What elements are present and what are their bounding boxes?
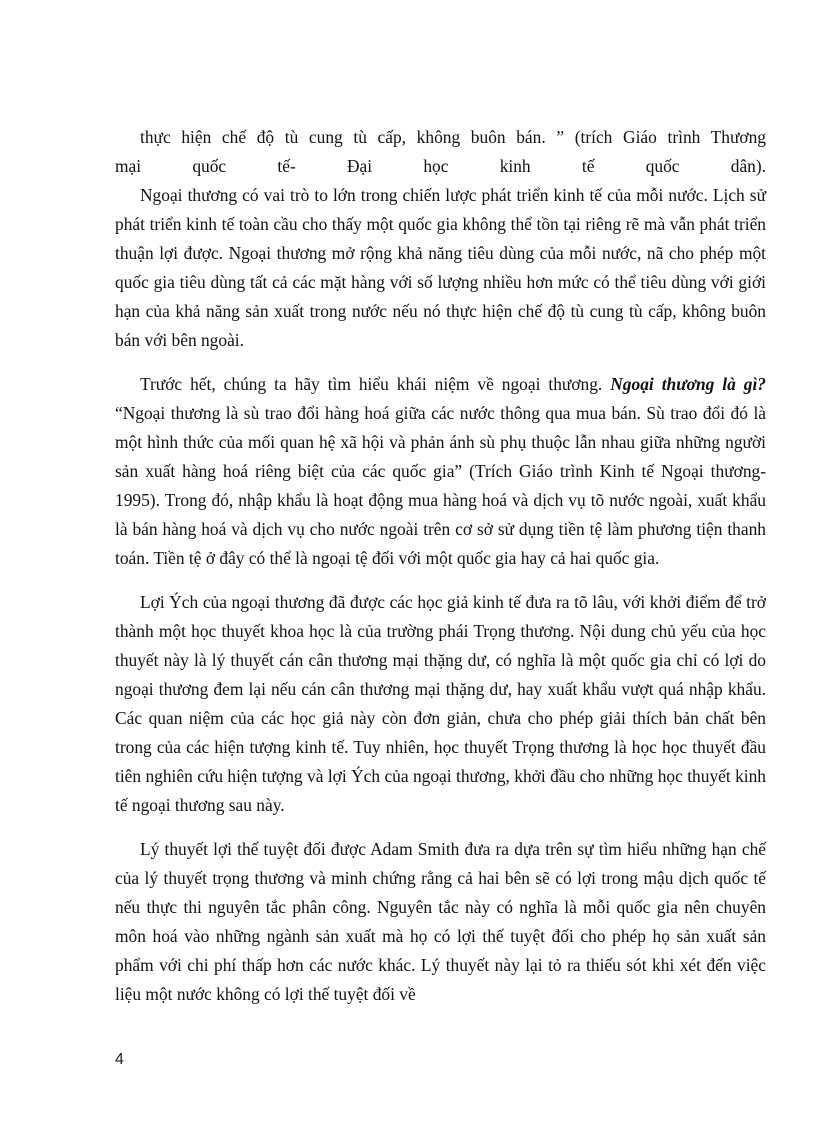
- definition-intro: Trước hết, chúng ta hãy tìm hiểu khái niệm về ngoại thương.: [140, 374, 611, 394]
- paragraph-absolute-advantage: Lý thuyết lợi thế tuyệt đối được Adam Smith đưa ra dựa trên sự tìm hiểu những hạn chế của lý thuyết trọng thương và minh chứng rằng cả hai bên sẽ có lợi trong mậu dịch quốc tế nếu thực thi nguyên tắc phân công. Nguyên tắc này có nghĩa là mỗi quốc gia nên chuyên môn hoá vào những ngành sản xuất mà họ có lợi thế tuyệt đối cho phép họ sản xuất sản phẩm với chi phí thấp hơn các nước khác. Lý thuyết này lại tỏ ra thiếu sót khi xét đến việc liệu một nước không có lợi thế tuyệt đối về: [115, 839, 766, 1004]
- definition-body: “Ngoại thương là sù trao đổi hàng hoá giữa các nước thông qua mua bán. Sù trao đổi đó là một hình thức của mối quan hệ xã hội và phản ánh sù phụ thuộc lẫn nhau giữa những người sản xuất hàng hoá riêng biệt của các quốc gia” (Trích Giáo trình Kinh tế Ngoại thương-1995). Trong đó, nhập khẩu là hoạt động mua hàng hoá và dịch vụ tõ nước ngoài, xuất khẩu là bán hàng hoá và dịch vụ cho nước ngoài trên cơ sở sử dụng tiền tệ làm phương tiện thanh toán. Tiền tệ ở đây có thể là ngoại tệ đối với một quốc gia hay cả hai quốc gia.: [115, 403, 766, 568]
- definition-question: Ngoại thương là gì?: [610, 374, 766, 394]
- paragraph-role-of-foreign-trade: Ngoại thương có vai trò to lớn trong chiến lược phát triển kinh tế của mỗi nước. Lịch sử phát triển kinh tế toàn cầu cho thấy một quốc gia không thể tồn tại riêng rẽ mà vẫn phát triển thuận lợi được. Ngoại thương mở rộng khả năng tiêu dùng của mỗi nước, nã cho phép một quốc gia tiêu dùng tất cả các mặt hàng với số lượng nhiều hơn mức có thể tiêu dùng với giới hạn của khả năng sản xuất trong nước nếu nó thực hiện chế độ tù cung tù cấp, không buôn bán với bên ngoài.: [115, 185, 766, 350]
- body-text: [115, 123, 766, 1009]
- paragraph-continuation-line-1: thực hiện chế độ tù cung tù cấp, không buôn bán. ” (trích Giáo trình Thương: [140, 127, 766, 147]
- page-number: 4: [115, 1051, 124, 1068]
- paragraph-continuation-line-2: mại quốc tế- Đại học kinh tế quốc dân).: [115, 156, 766, 176]
- paragraph-mercantilism: Lợi Ých của ngoại thương đã được các học giả kinh tế đưa ra tõ lâu, với khởi điểm để trở thành một học thuyết khoa học là của trường phái Trọng thương. Nội dung chủ yếu của học thuyết này là lý thuyết cán cân thương mại thặng dư, có nghĩa là một quốc gia chỉ có lợi do ngoại thương đem lại nếu cán cân thương mại thặng dư, hay xuất khẩu vượt quá nhập khẩu. Các quan niệm của các học giả này còn đơn giản, chưa cho phép giải thích bản chất bên trong của các hiện tượng kinh tế. Tuy nhiên, học thuyết Trọng thương là học học thuyết đầu tiên nghiên cứu hiện tượng và lợi Ých của ngoại thương, khởi đầu cho những học thuyết kinh tế ngoại thương sau này.: [115, 592, 766, 815]
- paragraph-continuation: [115, 123, 766, 181]
- paragraph-definition: [115, 370, 766, 573]
